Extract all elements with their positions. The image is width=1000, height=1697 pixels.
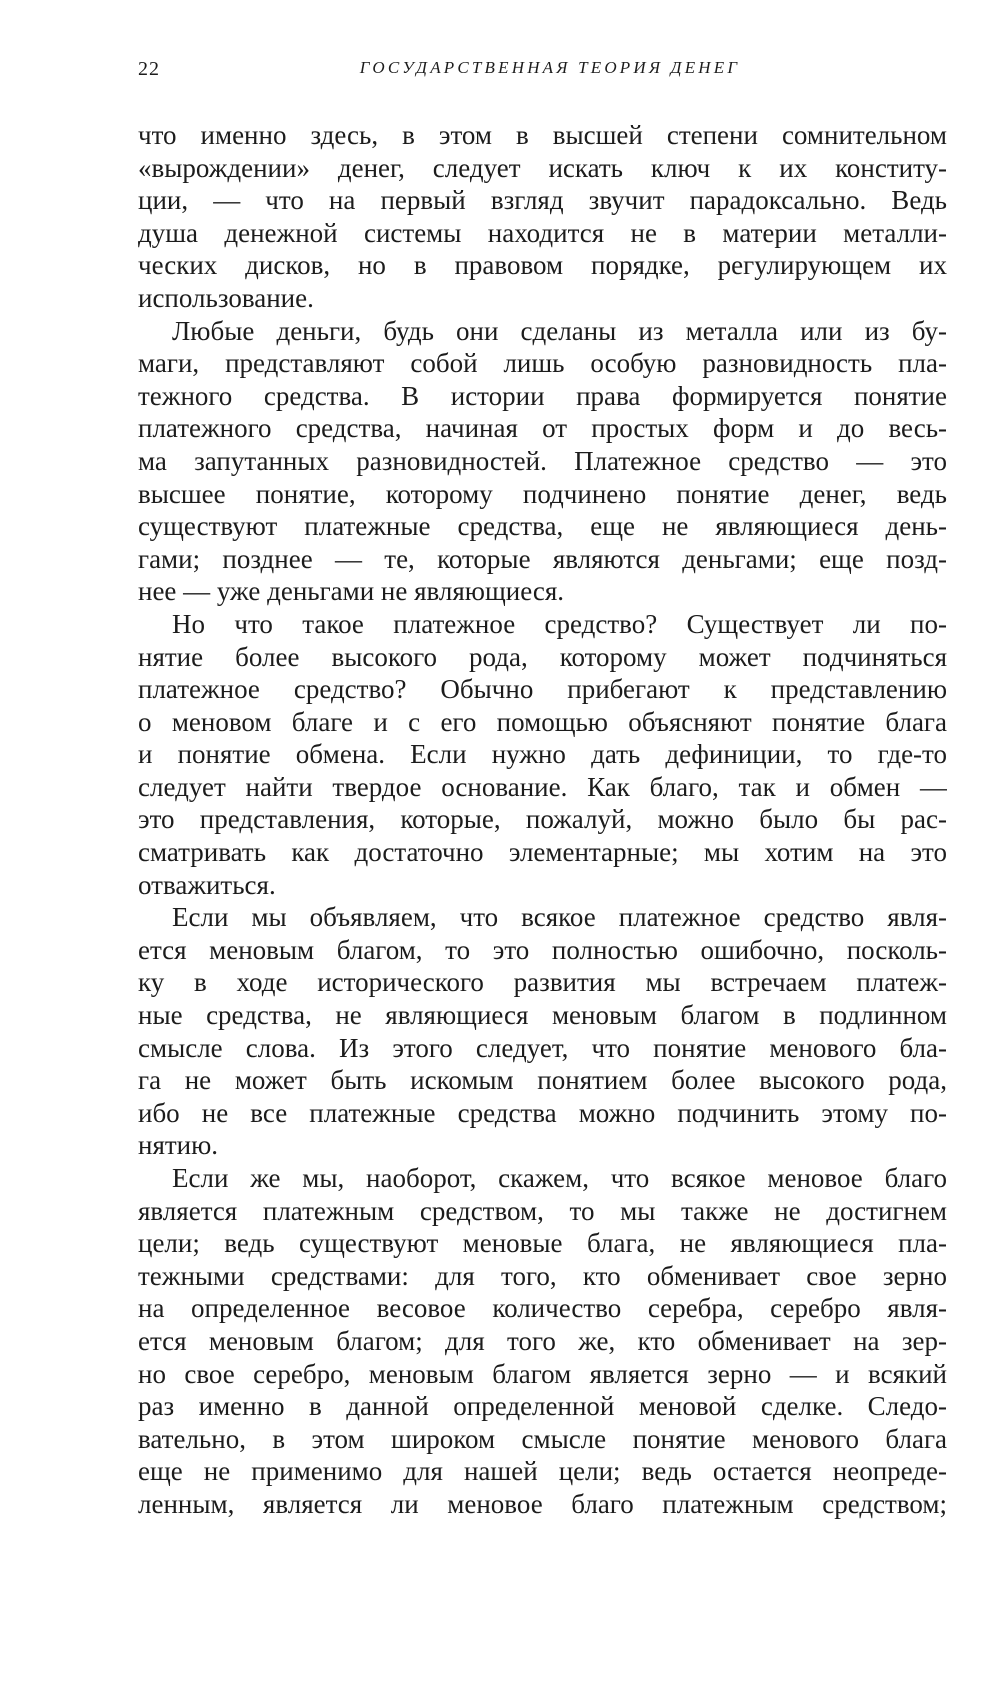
text-line: что именно здесь, в этом в высшей степени сомнительном: [138, 120, 947, 150]
text-line: ма запутанных разновидностей. Платежное средство — это: [138, 445, 947, 476]
text-line: является платежным средством, то мы также не достигнем: [138, 1195, 947, 1226]
paragraph: [138, 901, 947, 1162]
text-line: платежного средства, начиная от простых форм и до весь-: [138, 413, 947, 444]
text-line: и понятие обмена. Если нужно дать дефиниции, то где-то: [138, 739, 947, 770]
text-line: это представления, которые, пожалуй, можно было бы рас-: [138, 804, 947, 835]
text-line: Любые деньги, будь они сделаны из металла или из бу-: [172, 315, 947, 346]
text-line: ные средства, не являющиеся меновым благом в подлинном: [138, 1000, 947, 1031]
text-line: Если мы объявляем, что всякое платежное средство явля-: [172, 902, 947, 933]
text-line: ческих дисков, но в правовом порядке, регулирующем их: [138, 250, 947, 281]
text-line: еще не применимо для нашей цели; ведь остается неопреде-: [138, 1456, 947, 1487]
text-line: ленным, является ли меновое благо платежным средством;: [138, 1488, 947, 1519]
text-line: платежное средство? Обычно прибегают к представлению: [138, 674, 947, 705]
text-line: душа денежной системы находится не в материи металли-: [138, 217, 947, 248]
paragraph: [138, 608, 947, 901]
paragraph: [138, 119, 947, 315]
text-line: ется меновым благом; для того же, кто обменивает на зер-: [138, 1325, 947, 1356]
text-line: ибо не все платежные средства можно подчинить этому по-: [138, 1097, 947, 1128]
text-line: отважиться.: [138, 869, 276, 900]
text-line: «вырождении» денег, следует искать ключ к их конститу-: [138, 152, 947, 183]
text-line: ку в ходе исторического развития мы встречаем платеж-: [138, 967, 947, 998]
text-line: вательно, в этом широком смысле понятие менового блага: [138, 1423, 947, 1454]
paragraph: [138, 1162, 947, 1521]
body-text: [138, 119, 947, 1521]
text-line: цели; ведь существуют меновые блага, не являющиеся пла-: [138, 1228, 947, 1259]
running-title: ГОСУДАРСТВЕННАЯ ТЕОРИЯ ДЕНЕГ: [359, 58, 741, 77]
text-line: ции, — что на первый взгляд звучит парадоксально. Ведь: [138, 185, 947, 216]
text-line: смысле слова. Из этого следует, что понятие менового бла-: [138, 1032, 947, 1063]
text-line: га не может быть искомым понятием более высокого рода,: [138, 1065, 947, 1096]
paragraph: [138, 315, 947, 608]
text-line: нее — уже деньгами не являющиеся.: [138, 576, 565, 607]
text-line: на определенное весовое количество серебра, серебро явля-: [138, 1293, 947, 1324]
page-number: 22: [138, 58, 160, 80]
text-line: нятие более высокого рода, которому может подчиняться: [138, 641, 947, 672]
text-line: но свое серебро, меновым благом является зерно — и всякий: [138, 1358, 947, 1389]
text-line: тежного средства. В истории права формируется понятие: [138, 380, 947, 411]
text-line: существуют платежные средства, еще не являющиеся день-: [138, 511, 947, 542]
text-line: о меновом благе и с его помощью объясняют понятие блага: [138, 706, 947, 737]
text-line: нятию.: [138, 1130, 219, 1161]
text-line: ется меновым благом, то это полностью ошибочно, посколь-: [138, 934, 947, 965]
text-line: тежными средствами: для того, кто обменивает свое зерно: [138, 1260, 947, 1291]
text-line: маги, представляют собой лишь особую разновидность пла-: [138, 348, 947, 379]
text-line: гами; позднее — те, которые являются деньгами; еще позд-: [138, 543, 947, 574]
text-line: следует найти твердое основание. Как благо, так и обмен —: [138, 771, 947, 802]
text-line: сматривать как достаточно элементарные; мы хотим на это: [138, 837, 947, 868]
text-line: использование.: [138, 282, 314, 313]
text-line: Но что такое платежное средство? Существует ли по-: [172, 608, 947, 639]
text-line: раз именно в данной определенной меновой сделке. Следо-: [138, 1391, 947, 1422]
text-line: Если же мы, наоборот, скажем, что всякое меновое благо: [172, 1163, 947, 1193]
text-line: высшее понятие, которому подчинено понятие денег, ведь: [138, 478, 947, 509]
